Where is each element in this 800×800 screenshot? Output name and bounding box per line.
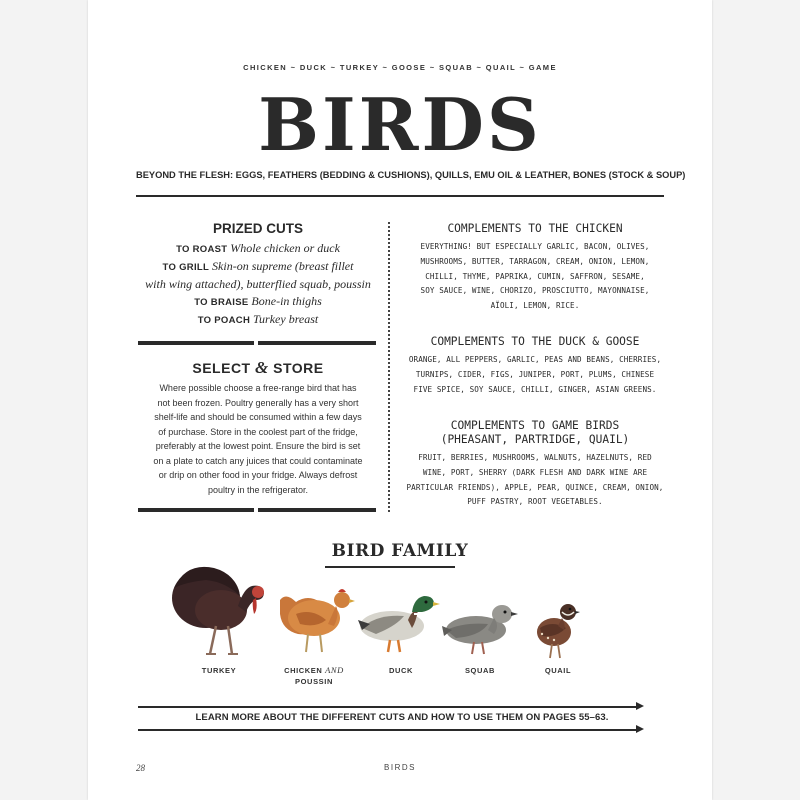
section-rule-right (258, 341, 376, 345)
top-arrow-head (636, 702, 644, 710)
duck-icon (356, 590, 440, 656)
section-rule-left-2 (138, 508, 254, 512)
bird-label-chicken: CHICKEN AND POUSSIN (284, 665, 344, 686)
chicken-icon (276, 584, 356, 656)
page (88, 0, 712, 800)
squab-icon (440, 600, 520, 656)
complements-game-heading: COMPLEMENTS TO GAME BIRDS (450, 419, 620, 432)
quail-icon (534, 598, 580, 660)
prized-cuts-heading: PRIZED CUTS (212, 221, 303, 236)
page-title: BIRDS (258, 82, 542, 167)
complements-duck-goose (402, 335, 668, 397)
running-footer: BIRDS (384, 763, 416, 772)
section-rule-left (138, 341, 254, 345)
bird-label-quail: QUAIL (544, 666, 572, 675)
page-number: 28 (136, 763, 145, 773)
select-store-body: Where possible choose a free-range bird that has not been frozen. Poultry generally has a very short shelf-life and should be consumed within a few days of purchase. Store in the coolest part of the fridge, preferably at the lowest point. Ensure the bird is set on a plate to catch any juices that could contaminate or drip on other food in your fridge. Always defrost poultry in the refrigerator. (153, 383, 363, 495)
subtitle: BEYOND THE FLESH: EGGS, FEATHERS (BEDDING & CUSHIONS), QUILLS, EMU OIL & LEATHER, BONES (STOCK & SOUP) (136, 170, 686, 180)
section-rule-right-2 (258, 508, 376, 512)
complements-chicken (402, 222, 668, 314)
bird-label-squab: SQUAB (464, 666, 496, 675)
complements-chicken-heading: COMPLEMENTS TO THE CHICKEN (447, 222, 623, 235)
complements-duck-heading: COMPLEMENTS TO THE DUCK & GOOSE (430, 335, 640, 348)
bottom-arrow-head (636, 725, 644, 733)
cut-braise: TO BRAISE Bone-in thighs (194, 294, 322, 308)
turkey-icon (166, 558, 272, 660)
learn-more-text: LEARN MORE ABOUT THE DIFFERENT CUTS AND HOW TO USE THEM ON PAGES 55–63. (195, 712, 609, 723)
select-store-heading: SELECT & STORE (192, 358, 324, 377)
complements-chicken-list: EVERYTHING! BUT ESPECIALLY GARLIC, BACON, OLIVES, MUSHROOMS, BUTTER, TARRAGON, CREAM, ONION, LEMON, CHILLI, THYME, PAPRIKA, CUMIN, SAFFRON, SESAME, SOY SAUCE, WINE, CHORIZO, PROSCIUTTO, MAYONNAISE, AÏOLI, LEMON, RICE. (420, 242, 650, 311)
cut-poach: TO POACH Turkey breast (197, 312, 319, 326)
select-store-section (138, 358, 378, 497)
complements-duck-list: ORANGE, ALL PEPPERS, GARLIC, PEAS AND BEANS, CHERRIES, TURNIPS, CIDER, FIGS, JUNIPER, PORT, PLUMS, CHINESE FIVE SPICE, SOY SAUCE, CHILLI, GINGER, ASIAN GREENS. (408, 355, 662, 394)
bird-label-duck: DUCK (388, 666, 414, 675)
header-rule (136, 195, 664, 197)
bird-family-heading: BIRD FAMILY (331, 541, 469, 561)
bottom-arrow-line (138, 729, 636, 731)
bird-family-underline (325, 566, 455, 568)
prized-cuts-section (138, 221, 378, 329)
cut-grill: TO GRILL Skin-on supreme (breast fillet (162, 259, 354, 273)
bird-label-turkey: TURKEY (201, 666, 237, 675)
cut-grill-cont: with wing attached), butterflied squab, poussin (145, 277, 371, 291)
complements-game-subheading: (PHEASANT, PARTRIDGE, QUAIL) (440, 433, 630, 446)
top-arrow-line (138, 706, 636, 708)
category-kicker: CHICKEN ~ DUCK ~ TURKEY ~ GOOSE ~ SQUAB ~ QUAIL ~ GAME (243, 63, 557, 72)
column-divider (388, 222, 390, 512)
complements-game-list: FRUIT, BERRIES, MUSHROOMS, WALNUTS, HAZELNUTS, RED WINE, PORT, SHERRY (DARK FLESH AND DARK WINE ARE PARTICULAR FRIENDS), APPLE, PEAR, QUINCE, CREAM, ONION, PUFF PASTRY, ROOT VEGETABLES. (406, 453, 664, 507)
complements-game (402, 419, 668, 510)
cut-roast: TO ROAST Whole chicken or duck (176, 241, 340, 255)
